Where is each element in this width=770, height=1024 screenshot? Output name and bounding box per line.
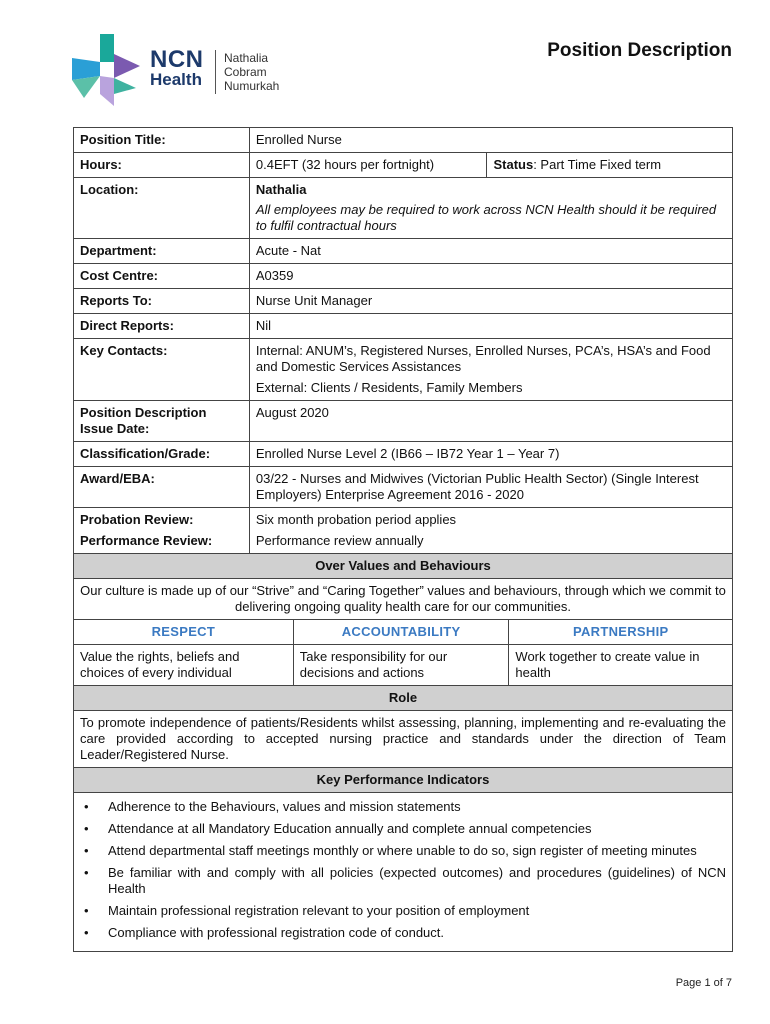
logo-divider bbox=[215, 50, 216, 94]
issue-date-value: August 2020 bbox=[249, 401, 732, 442]
location-cell bbox=[249, 178, 732, 239]
department-label: Department: bbox=[74, 239, 250, 264]
row-reviews bbox=[74, 508, 733, 554]
row-values-intro bbox=[74, 579, 733, 620]
hours-value: 0.4EFT (32 hours per fortnight) bbox=[249, 153, 487, 178]
kpi-heading: Key Performance Indicators bbox=[74, 768, 733, 793]
kpi-item: • Maintain professional registration relevant to your position of employment bbox=[108, 903, 726, 919]
logo-wordmark bbox=[150, 46, 204, 90]
status-value: : Part Time Fixed term bbox=[533, 157, 662, 172]
position-description-table bbox=[73, 127, 733, 952]
status-cell bbox=[487, 153, 733, 178]
values-heading: Over Values and Behaviours bbox=[74, 554, 733, 579]
classification-label: Classification/Grade: bbox=[74, 442, 250, 467]
row-department bbox=[74, 239, 733, 264]
logo-location-2: Cobram bbox=[224, 65, 267, 79]
status-label: Status bbox=[493, 157, 534, 172]
row-kpi-heading bbox=[74, 768, 733, 793]
key-contacts-internal: Internal: ANUM’s, Registered Nurses, Enrolled Nurses, PCA’s, HSA’s and Food and Domestic Services Assistances bbox=[255, 343, 711, 374]
award-value: 03/22 - Nurses and Midwives (Victorian Public Health Sector) (Single Interest Employers) Enterprise Agreement 2016 - 2020 bbox=[249, 467, 732, 508]
role-heading: Role bbox=[74, 686, 733, 711]
logo-brand-line1: NCN bbox=[150, 46, 204, 73]
ncn-health-logo bbox=[70, 32, 310, 108]
performance-label: Performance Review: bbox=[80, 533, 213, 548]
values-intro: Our culture is made up of our “Strive” and “Caring Together” values and behaviours, through which we commit to delivering ongoing quality health care for our communities. bbox=[74, 579, 733, 620]
position-title-value: Enrolled Nurse bbox=[249, 128, 732, 153]
hours-label: Hours: bbox=[74, 153, 250, 178]
performance-value: Performance review annually bbox=[255, 533, 424, 548]
value-text-partnership: Work together to create value in health bbox=[509, 645, 733, 686]
row-cost-centre bbox=[74, 264, 733, 289]
value-title-accountability: ACCOUNTABILITY bbox=[293, 620, 509, 645]
logo-brand-line2: Health bbox=[150, 70, 202, 89]
classification-value: Enrolled Nurse Level 2 (IB66 – IB72 Year 1 – Year 7) bbox=[249, 442, 732, 467]
kpi-item: • Attendance at all Mandatory Education annually and complete annual competencies bbox=[108, 821, 726, 837]
location-label: Location: bbox=[74, 178, 250, 239]
logo-location-3: Numurkah bbox=[224, 79, 280, 93]
row-key-contacts bbox=[74, 339, 733, 401]
role-text: To promote independence of patients/Residents whilst assessing, planning, implementing and re-evaluating the care provided according to accepted nursing practice and standards under the direction of Team Leader/Registered Nurse. bbox=[74, 711, 733, 768]
value-title-partnership: PARTNERSHIP bbox=[509, 620, 733, 645]
row-classification bbox=[74, 442, 733, 467]
kpi-list-cell bbox=[74, 793, 733, 952]
reviews-label-cell bbox=[74, 508, 250, 554]
probation-value: Six month probation period applies bbox=[255, 512, 457, 527]
probation-label: Probation Review: bbox=[80, 512, 194, 527]
row-role-text bbox=[74, 711, 733, 768]
row-kpi-list bbox=[74, 793, 733, 952]
key-contacts-cell bbox=[249, 339, 732, 401]
row-issue-date bbox=[74, 401, 733, 442]
kpi-item: • Compliance with professional registration code of conduct. bbox=[108, 925, 726, 941]
direct-reports-label: Direct Reports: bbox=[74, 314, 250, 339]
location-value: Nathalia bbox=[255, 182, 307, 197]
value-title-respect: RESPECT bbox=[74, 620, 294, 645]
logo-locations bbox=[224, 51, 279, 93]
logo-location-1: Nathalia bbox=[224, 51, 269, 65]
issue-date-label: Position Description Issue Date: bbox=[74, 401, 250, 442]
reports-to-label: Reports To: bbox=[74, 289, 250, 314]
row-hours bbox=[74, 153, 733, 178]
location-note: All employees may be required to work across NCN Health should it be required to fulfil contractual hours bbox=[255, 202, 717, 233]
kpi-list bbox=[80, 799, 726, 941]
reports-to-value: Nurse Unit Manager bbox=[249, 289, 732, 314]
key-contacts-external: External: Clients / Residents, Family Members bbox=[255, 380, 523, 395]
cost-centre-value: A0359 bbox=[249, 264, 732, 289]
kpi-item: • Attend departmental staff meetings monthly or where unable to do so, sign register of meeting minutes bbox=[108, 843, 726, 859]
row-role-heading bbox=[74, 686, 733, 711]
page-number: Page 1 of 7 bbox=[675, 977, 732, 989]
cost-centre-label: Cost Centre: bbox=[74, 264, 250, 289]
position-title-label: Position Title: bbox=[74, 128, 250, 153]
row-direct-reports bbox=[74, 314, 733, 339]
row-values-heading bbox=[74, 554, 733, 579]
row-values-text bbox=[74, 645, 733, 686]
award-label: Award/EBA: bbox=[74, 467, 250, 508]
logo-mark-icon bbox=[70, 32, 146, 108]
direct-reports-value: Nil bbox=[249, 314, 732, 339]
value-text-respect: Value the rights, beliefs and choices of every individual bbox=[74, 645, 294, 686]
key-contacts-label: Key Contacts: bbox=[74, 339, 250, 401]
reviews-value-cell bbox=[249, 508, 732, 554]
kpi-item: • Be familiar with and comply with all policies (expected outcomes) and procedures (guidelines) of NCN Health bbox=[108, 865, 726, 897]
row-award bbox=[74, 467, 733, 508]
value-text-accountability: Take responsibility for our decisions and actions bbox=[293, 645, 509, 686]
row-reports-to bbox=[74, 289, 733, 314]
document-title: Position Description bbox=[547, 40, 732, 61]
kpi-item: • Adherence to the Behaviours, values and mission statements bbox=[108, 799, 726, 815]
row-location bbox=[74, 178, 733, 239]
department-value: Acute - Nat bbox=[249, 239, 732, 264]
row-position-title bbox=[74, 128, 733, 153]
row-values-titles bbox=[74, 620, 733, 645]
